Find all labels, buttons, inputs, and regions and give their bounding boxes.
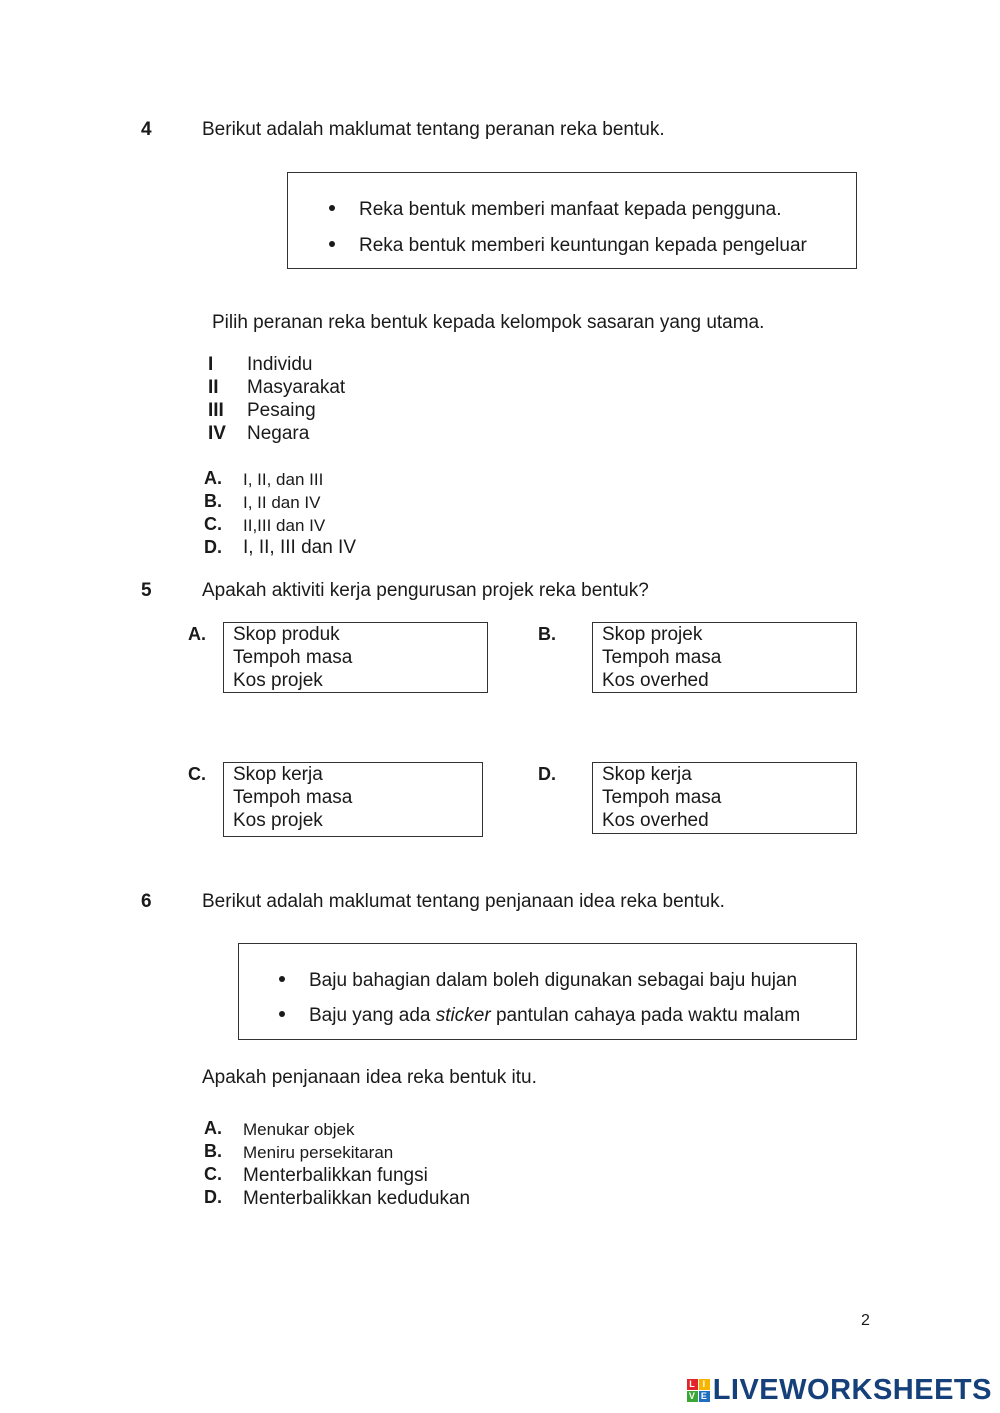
roman-numeral: III xyxy=(208,400,224,421)
option-text[interactable]: Menukar objek xyxy=(243,1120,355,1139)
question-4-number: 4 xyxy=(141,119,152,140)
option-line: Kos projek xyxy=(233,670,323,691)
question-6-bullet: Baju yang ada sticker pantulan cahaya pada waktu malam xyxy=(279,1005,800,1027)
option-letter[interactable]: D. xyxy=(204,1187,222,1207)
option-text[interactable]: Meniru persekitaran xyxy=(243,1143,394,1162)
option-c-box[interactable] xyxy=(223,762,483,837)
roman-numeral: IV xyxy=(208,423,226,444)
liveworksheets-logo xyxy=(687,1374,992,1407)
option-line: Skop kerja xyxy=(602,764,692,785)
option-letter[interactable]: B. xyxy=(538,624,556,644)
option-text[interactable]: Menterbalikkan fungsi xyxy=(243,1165,428,1186)
question-4-bullet: Reka bentuk memberi keuntungan kepada pengeluar xyxy=(329,235,807,257)
option-letter[interactable]: B. xyxy=(204,491,222,511)
roman-numeral: II xyxy=(208,377,219,398)
bullet-icon xyxy=(279,1011,285,1017)
question-4-prompt: Pilih peranan reka bentuk kepada kelompok sasaran yang utama. xyxy=(212,312,765,333)
option-letter[interactable]: D. xyxy=(538,764,556,784)
liveworksheets-wordmark: LIVEWORKSHEETS xyxy=(712,1374,992,1406)
option-letter[interactable]: D. xyxy=(204,537,222,557)
bullet-icon xyxy=(329,241,335,247)
option-text[interactable]: I, II, III dan IV xyxy=(243,537,356,558)
option-letter[interactable]: A. xyxy=(188,624,206,644)
option-a-box[interactable] xyxy=(223,622,488,693)
option-d-box[interactable] xyxy=(592,762,857,834)
roman-item-text: Pesaing xyxy=(247,400,316,421)
question-6-prompt: Apakah penjanaan idea reka bentuk itu. xyxy=(202,1067,537,1088)
bullet-icon xyxy=(329,205,335,211)
question-6-bullet: Baju bahagian dalam boleh digunakan sebagai baju hujan xyxy=(279,970,797,992)
option-letter[interactable]: C. xyxy=(188,764,206,784)
option-line: Tempoh masa xyxy=(602,787,722,808)
question-5-text: Apakah aktiviti kerja pengurusan projek reka bentuk? xyxy=(202,580,649,601)
option-line: Kos overhed xyxy=(602,810,709,831)
option-letter[interactable]: C. xyxy=(204,514,222,534)
option-line: Tempoh masa xyxy=(233,647,353,668)
question-4-text: Berikut adalah maklumat tentang peranan reka bentuk. xyxy=(202,119,665,140)
liveworksheets-grid-icon xyxy=(687,1379,710,1402)
roman-item-text: Individu xyxy=(247,354,313,375)
option-text[interactable]: Menterbalikkan kedudukan xyxy=(243,1188,471,1209)
bullet-icon xyxy=(279,976,285,982)
logo-tile: L xyxy=(687,1379,698,1390)
roman-item-text: Masyarakat xyxy=(247,377,346,398)
option-letter[interactable]: C. xyxy=(204,1164,222,1184)
option-letter[interactable]: B. xyxy=(204,1141,222,1161)
option-line: Tempoh masa xyxy=(602,647,722,668)
question-6-text: Berikut adalah maklumat tentang penjanaan idea reka bentuk. xyxy=(202,891,725,912)
roman-item-text: Negara xyxy=(247,423,310,444)
logo-tile: I xyxy=(699,1379,710,1390)
option-line: Kos overhed xyxy=(602,670,709,691)
question-5-number: 5 xyxy=(141,580,152,601)
logo-tile: V xyxy=(687,1391,698,1402)
option-line: Skop projek xyxy=(602,624,703,645)
option-line: Tempoh masa xyxy=(233,787,353,808)
page-number: 2 xyxy=(861,1312,870,1329)
question-4-bullet: Reka bentuk memberi manfaat kepada pengguna. xyxy=(329,199,782,221)
option-line: Skop produk xyxy=(233,624,340,645)
option-text[interactable]: I, II dan IV xyxy=(243,493,321,512)
option-text[interactable]: II,III dan IV xyxy=(243,516,326,535)
option-line: Skop kerja xyxy=(233,764,323,785)
option-letter[interactable]: A. xyxy=(204,468,222,488)
option-letter[interactable]: A. xyxy=(204,1118,222,1138)
question-6-number: 6 xyxy=(141,891,152,912)
logo-tile: E xyxy=(699,1391,710,1402)
option-line: Kos projek xyxy=(233,810,323,831)
option-text[interactable]: I, II, dan III xyxy=(243,470,324,489)
roman-numeral: I xyxy=(208,354,214,375)
option-b-box[interactable] xyxy=(592,622,857,693)
